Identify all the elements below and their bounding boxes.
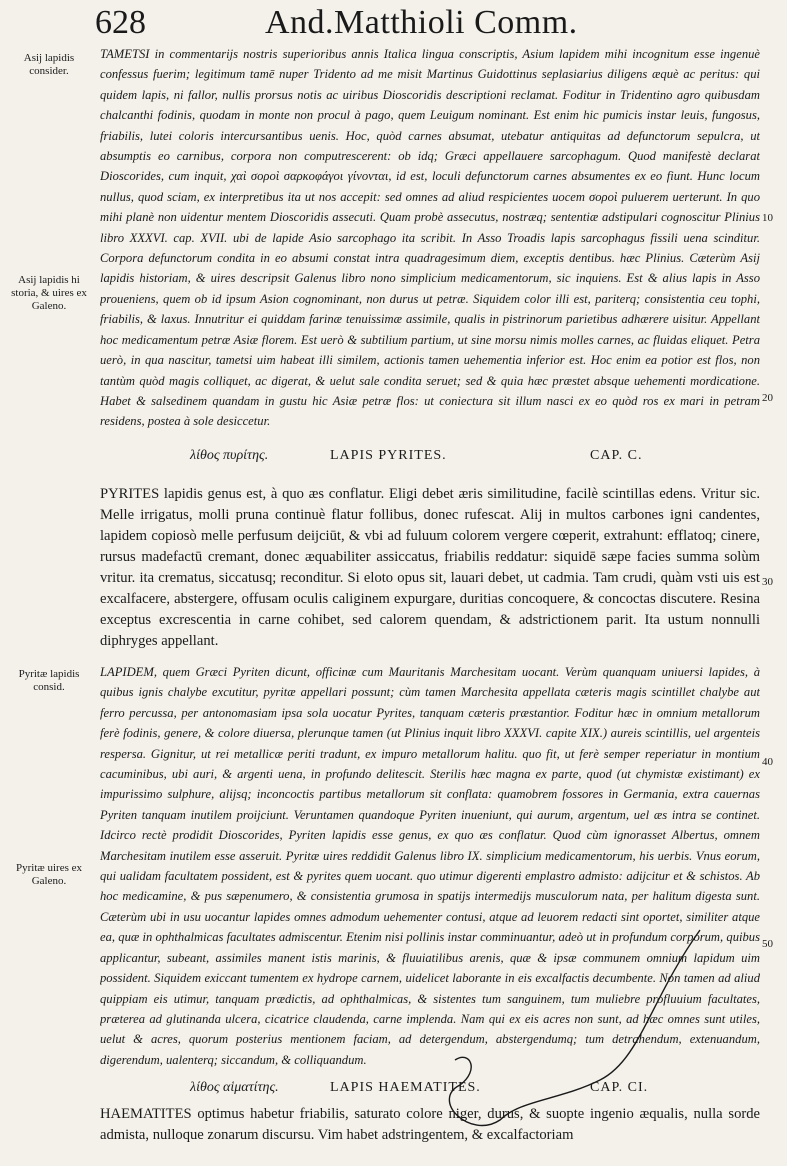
- line-number-20: 20: [762, 392, 773, 404]
- line-number-40: 40: [762, 756, 773, 768]
- dioscorides-pyrites: [100, 484, 760, 654]
- chapter-number: CAP. C.: [590, 448, 643, 463]
- commentary-asius-text: TAMETSI in commentarijs nostris superioribus annis Italica lingua conscriptis, Asium lapidem mihi incognitum esse ingenuè confessus fuerim; legitimum tamē nuper Tridento ad me misit Martinus Guidottinus seplasiarius diligens æquè ac peritus: qui quidem lapis, ni fallor, nullis prorsus notis ac uiribus Dioscoridis descriptioni reclamat. Foditur in Tridentino agro quibusdam chalcanthi fodinis, quodam in monte non procul à pago, quem Leuigum nominant. Est enim hic pumicis instar leuis, fungosus, friabilis, lutei coloris intercursantibus uenis. Hoc, quòd carnes absumat, utebatur antiquitas ad defunctorum sepulcra, ut absumptis eo carnibus, corpora non computrescerent: ob idq; Græci appellauere sarcophagum. Quod manifestè declarat Dioscorides, cum inquit, χαὶ σοροὶ σαρκοφάγοι γίνονται, id est, loculi defunctorum carnes absumentes ex eo fiunt. Hunc locum nullus, quod sciam, ex interpretibus ita ut nos accepit: sed omnes ad aliud respicientes uocem σοροὶ puluerem uerterunt. In quo mihi planè non uidentur mentem Dioscoridis assecuti. Quam probè assecutus, nostræq; sententiæ adstipulari cognoscitur Plinius libro XXXVI. cap. XVII. ubi de lapide Asio sarcophago ita scribit. In Asso Troadis lapis sarcophagus fissili uena scinditur. Corpora defunctorum condita in eo absumi constat intra quadragesimum diem, exceptis dentibus. hæc Plinius. Cæterùm Asij lapidis historiam, & uires descripsit Galenus libro nono simplicium medicamentorum, sic inquiens. Est & alius lapis in Asso proueniens, quem ob id ipsum Asion cognominant, non durus ut petræ. Siquidem color illi est, pariterq; consistentia ceu tophi, friabilis, & laxus. Innutritur ei quiddam farinæ tenuissimæ assimile, qualis in pistrinorum parietibus adhærere uisitur. Appellant hoc medicamentum petræ Asiæ florem. Est uerò & subtilium partium, ut sine morsu nimis molles carnes, ac fluidas eliquet. Petra uerò, in qua nascitur, tametsi uim habeat illi similem, actionis tamen uehementia inferior est. Hoc enim ea potior est flos, non tantùm quòd magis colliquet, ac digerat, & uelut sale condita seruet; sed & quia hæc præstet absque uehementi mordicatione. Habet & salsedinem quandam in gustu hic Asiæ petræ flos: ut coniectura sit illum nasci ex eo quòd ros ex mari in petram residens, postea à sole desiccetur.: [100, 47, 760, 429]
- chapter-greek-title: λίθος αἱματίτης.: [190, 1080, 279, 1095]
- chapter-latin-title: LAPIS HAEMATITES.: [330, 1080, 481, 1095]
- dioscorides-haematites-text: HAEMATITES optimus habetur friabilis, saturato colore niger, durus, & suopte ingenio æqualis, nulla sorde admista, nulloque zonarum discursu. Vim habet adstringentem, & excalfactoriam: [100, 1106, 760, 1143]
- chapter-heading-pyrites: [150, 448, 710, 472]
- dioscorides-pyrites-text: PYRITES lapidis genus est, à quo æs conflatur. Eligi debet æris similitudine, facilè scintillas edens. Vritur sic. Melle irrigatus, molli pruna continuè flatur follibus, donec rufescat. Alij in multos carbones igni candentes, lapidem copiosò melle perfusum deijciūt, & vbi ad fuluum colorem vergere cœperit, extrahunt: efflatoq; cinere, rursus madefactū cremant, donec æquabiliter assiccatus, friabilis reddatur: siquidē sæpe facies summa solùm vritur. ita crematus, siccatusq; reconditur. Si eloto opus sit, lauari debet, ut cadmia. Tam crudi, quàm vsti uis est excalfacere, abstergere, offusam oculis caliginem expurgare, duritias concoquere, & concoctas discutere. Resina exceptus excrescentia in carne cohibet, sed calorem quendam, & adstrictionem parit. Ita ustum nonnulli diphryges appellant.: [100, 486, 760, 649]
- line-number-10: 10: [762, 212, 773, 224]
- margin-note-pyrites-virtues: Pyritæ uires ex Galeno.: [16, 862, 82, 887]
- commentary-pyrites: [100, 662, 760, 1068]
- chapter-number: CAP. CI.: [590, 1080, 649, 1095]
- line-number-50: 50: [762, 938, 773, 950]
- commentary-pyrites-text: LAPIDEM, quem Græci Pyriten dicunt, officinæ cum Mauritanis Marchesitam uocant. Verùm quanquam uniuersi lapides, à quibus ignis chalybe excutitur, pyritæ appellari possunt; cùm tamen Marchesita appellata cæteris magis scintillet chalybe aut ferro percussa, per antonomasiam ipsa sola uocatur Pyrites, tanquam cæteris præstantior. Foditur hæc in omnium metallorum ferè fodinis, genere, & colore diuersa, plerunque tamen (ut Plinius inquit libro XXXVI. capite XIX.) aureis scintillis, uel argenteis respersa. Gignitur, ut rei metallicæ periti tradunt, ex impuro metallorum halitu. quo fit, ut ferè semper reperiatur in montium cacuminibus, ubi auri, & argenti uena, in profundo delitescit. Sterilis hæc magna ex parte, quod (ut chymistæ existimant) ex impurissimo sulphure, alijsq; inconcoctis partibus metallorum sit conflata: quamobrem fossores in Germania, extra cauernas Pyriten tanquam inutilem proijciunt. Veruntamen quandoque Pyriten inueniunt, qui aurum, argentum, uel æs intra se continet. Idcirco rectè prodidit Dioscorides, Pyriten lapidis esse genus, ex quo æs conflatur. Quod cùm ignorasset Albertus, omnem Marchesitam inutilem esse asseruit. Pyritæ uires reddidit Galenus libro IX. simplicium medicamentorum, his uerbis. Vnus eorum, qui ualidam facultatem possident, est & pyrites quem uocant. quo utimur digerenti emplastro admisto: adijcitur et & schistos. Ab hoc medicamine, & pus sæpenumero, & consistentia grumosa in spatijs intermedijs musculorum nata, per halitum digesta sunt. Cæterùm ubi in usu uocantur lapides omnes admodum uehementer contusi, atque ad leuorem redacti sint oportet, similiter atque ea, quæ in ophthalmicas facultates admiscentur. Etenim nisi pollinis instar comminuantur, adeò ut in profundum corporum, quibus applicantur, subeant, assimiles manent istis marinis, & fluuiatilibus arenis, quæ & ipsæ communem omnium lapidum uim possident. Siquidem exiccant tumentem ex hydrope carnem, uidelicet laborante in eis excalfactis decumbente. Non tamen ad aliud quippiam eis utimur, tanquam prædictis, ad ophthalmicas, & sistentes tum sanguinem, tum muliebre profluuium facultates, præterea ad glutinanda ulcera, cicatrice claudenda, carne implenda. Nam qui ex eis acres non sunt, ad hæc omnes sunt utiles, uelut & acres, quorum posterius mentionem faciam, ad detergendum, abstergendumq; tum detrahendum, extenuandum, digerendum, ualenterq; siccandum, & colliquandum.: [100, 665, 760, 1067]
- dioscorides-haematites: [100, 1104, 760, 1164]
- page-number: 628: [95, 4, 146, 41]
- line-number-30: 30: [762, 576, 773, 588]
- running-title: And.Matthioli Comm.: [265, 4, 578, 41]
- chapter-greek-title: λίθος πυρίτης.: [190, 448, 269, 463]
- margin-note-pyrites-consideration: Pyritæ lapidis consid.: [18, 668, 80, 693]
- page-header: [95, 4, 695, 44]
- margin-note-asius-consideration: Asij lapidis consider.: [23, 52, 75, 77]
- chapter-heading-haematites: [150, 1080, 710, 1104]
- chapter-latin-title: LAPIS PYRITES.: [330, 448, 447, 463]
- margin-note-asius-history: Asij lapidis hi storia, & uires ex Galeno.: [11, 274, 87, 312]
- commentary-asius: [100, 44, 760, 440]
